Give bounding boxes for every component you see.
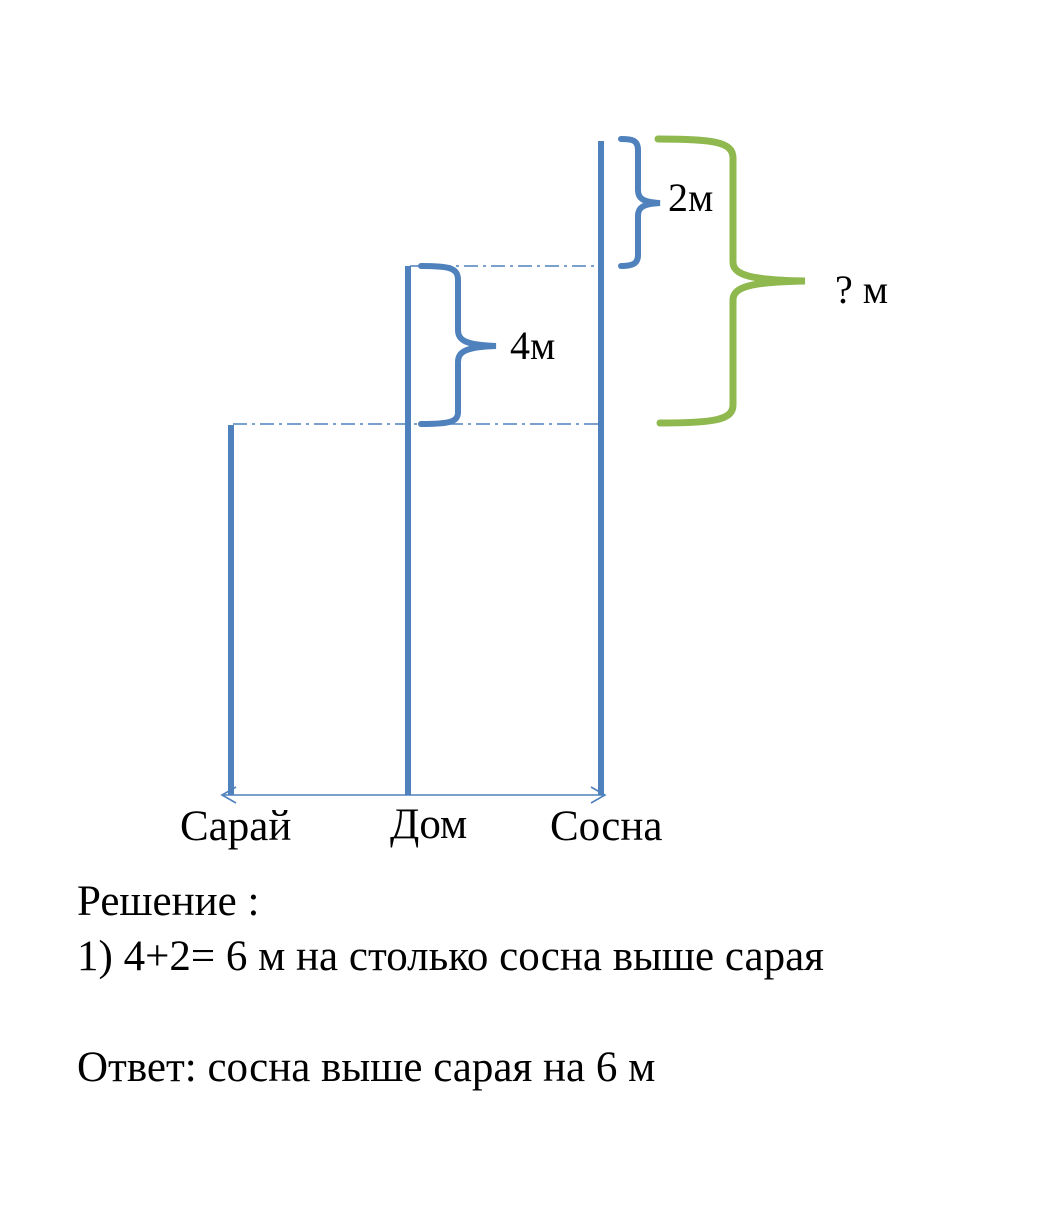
label-barn: Сарай bbox=[180, 803, 292, 850]
brace-4m bbox=[421, 266, 496, 424]
label-house: Дом bbox=[390, 801, 468, 848]
label-2m: 2м bbox=[668, 175, 714, 220]
answer: Ответ: сосна выше сарая на 6 м bbox=[77, 1044, 656, 1091]
solution-heading: Решение : bbox=[77, 878, 260, 925]
brace-2m bbox=[621, 139, 660, 266]
label-4m: 4м bbox=[510, 323, 556, 368]
label-question: ? м bbox=[835, 267, 889, 312]
solution-step-1: 1) 4+2= 6 м на столько сосна выше сарая bbox=[77, 933, 824, 980]
label-pine: Сосна bbox=[550, 803, 663, 850]
